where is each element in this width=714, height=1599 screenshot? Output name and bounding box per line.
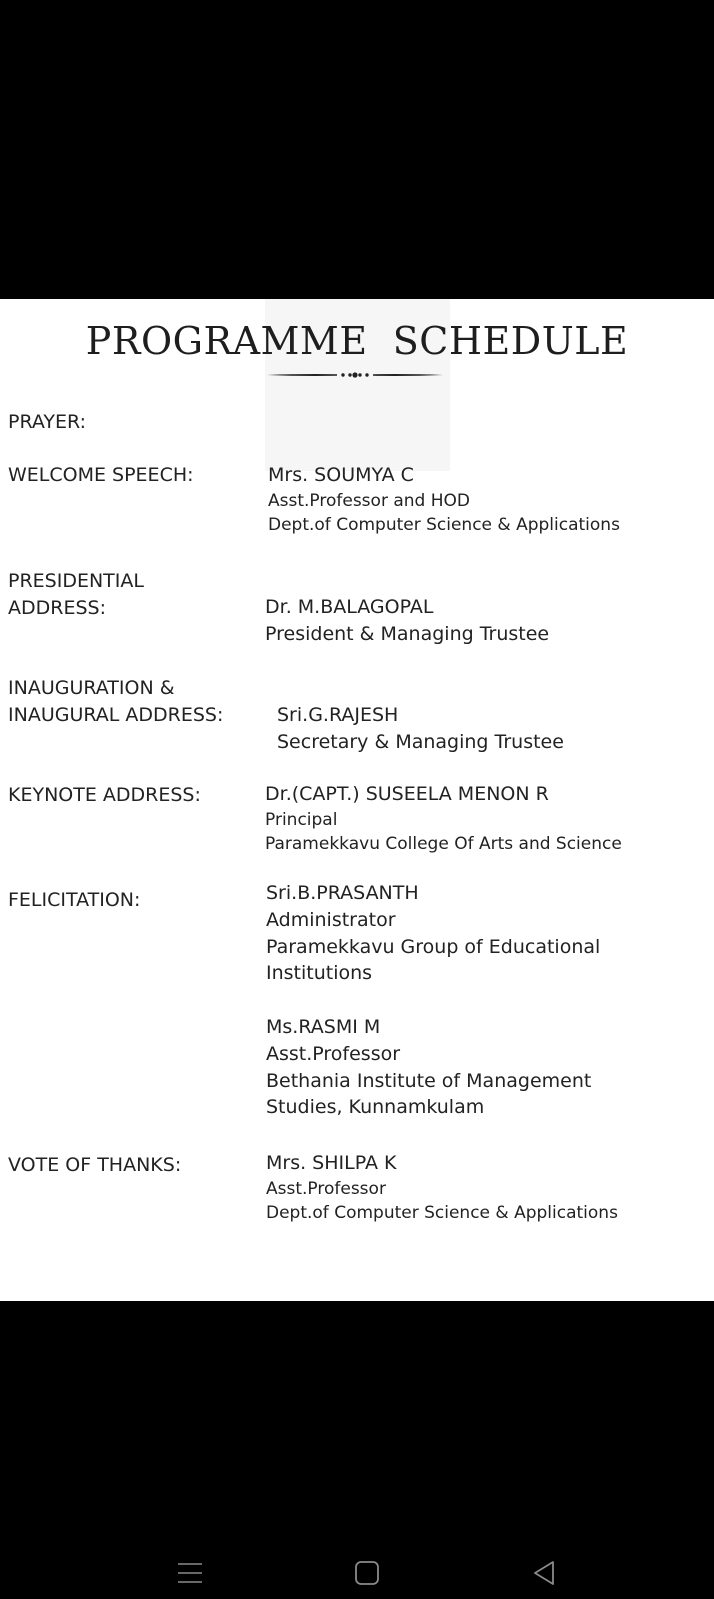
vote-of-thanks-speaker-department: Dept.of Computer Science & Applications [266,1203,618,1223]
inauguration-label-line2: INAUGURAL ADDRESS: [8,704,224,726]
vote-of-thanks-speaker-designation: Asst.Professor [266,1179,386,1199]
felicitation-speaker-2-institution-line1: Bethania Institute of Management [266,1070,592,1092]
felicitation-speaker-2-name: Ms.RASMI M [266,1016,381,1038]
keynote-speaker-designation: Principal [265,810,338,830]
page-title: PROGRAMME SCHEDULE [85,319,629,363]
title-ornament-divider [265,370,445,380]
presidential-label-line1: PRESIDENTIAL [8,570,144,592]
keynote-label: KEYNOTE ADDRESS: [8,784,201,806]
presidential-speaker-name: Dr. M.BALAGOPAL [265,596,434,618]
presidential-label-line2: ADDRESS: [8,597,106,619]
home-button[interactable] [337,1560,397,1599]
felicitation-speaker-1-institution-line2: Institutions [266,962,373,984]
felicitation-speaker-2-institution-line2: Studies, Kunnamkulam [266,1096,485,1118]
recents-button[interactable] [160,1560,220,1599]
welcome-speaker-designation: Asst.Professor and HOD [268,491,470,511]
felicitation-label: FELICITATION: [8,889,141,911]
vote-of-thanks-label: VOTE OF THANKS: [8,1154,182,1176]
navigation-bar [0,1560,714,1599]
welcome-speech-label: WELCOME SPEECH: [8,464,194,486]
felicitation-speaker-1-institution-line1: Paramekkavu Group of Educational [266,936,601,958]
menu-lines-icon [177,1560,203,1586]
vote-of-thanks-speaker-name: Mrs. SHILPA K [266,1152,397,1174]
felicitation-speaker-2-designation: Asst.Professor [266,1043,401,1065]
back-button[interactable] [514,1560,574,1599]
inauguration-label-line1: INAUGURATION & [8,677,175,699]
welcome-speaker-department: Dept.of Computer Science & Applications [268,515,620,535]
presidential-speaker-designation: President & Managing Trustee [265,623,550,645]
keynote-speaker-name: Dr.(CAPT.) SUSEELA MENON R [265,783,549,805]
rounded-square-icon [354,1560,380,1586]
triangle-back-icon [531,1560,557,1586]
keynote-speaker-institution: Paramekkavu College Of Arts and Science [265,834,622,854]
inauguration-speaker-designation: Secretary & Managing Trustee [277,731,564,753]
inauguration-speaker-name: Sri.G.RAJESH [277,704,399,726]
welcome-speaker-name: Mrs. SOUMYA C [268,464,414,486]
felicitation-speaker-1-designation: Administrator [266,909,396,931]
felicitation-speaker-1-name: Sri.B.PRASANTH [266,882,419,904]
schedule-image [0,299,714,1301]
prayer-label: PRAYER: [8,411,87,433]
